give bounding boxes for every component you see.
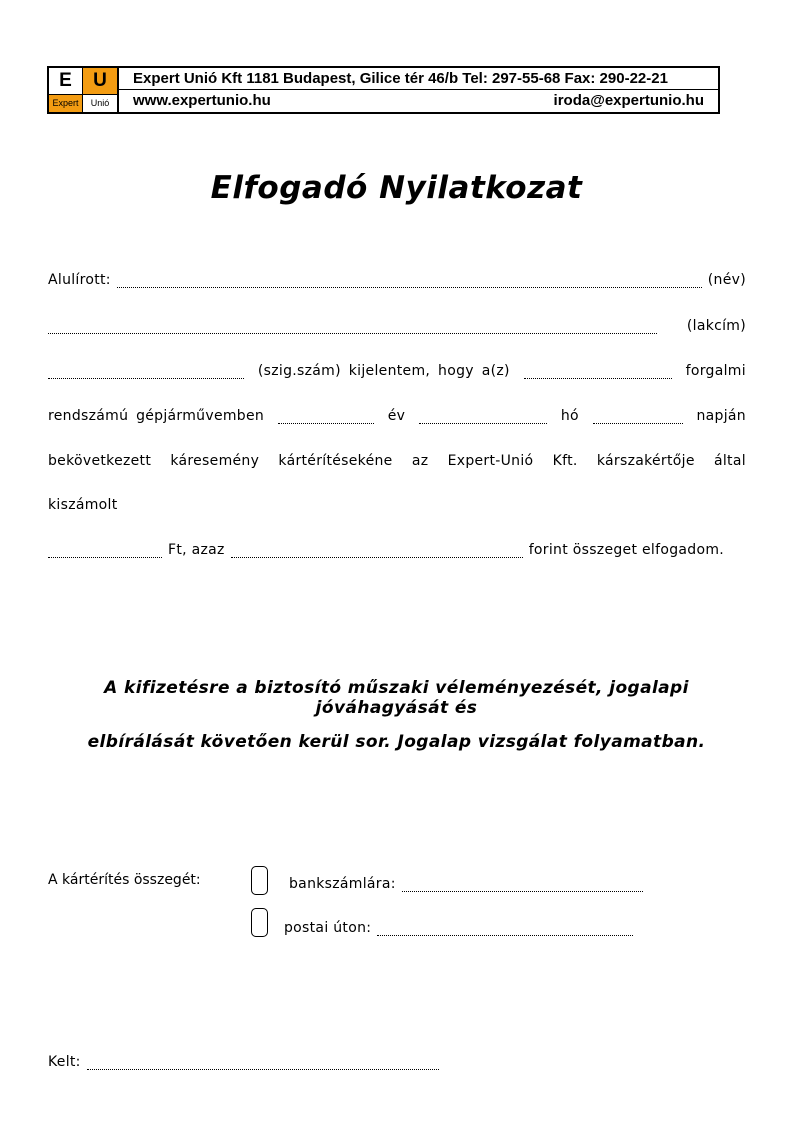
az-text: a(z) xyxy=(481,363,510,379)
company-website-link[interactable]: www.expertunio.hu xyxy=(133,92,271,109)
id-hint: (szig.szám) xyxy=(257,363,341,379)
forint-elfogadom-text: forint összeget elfogadom. xyxy=(528,542,725,558)
bank-transfer-checkbox[interactable] xyxy=(251,866,268,895)
company-logo xyxy=(49,68,119,112)
statement-word: káresemény xyxy=(170,453,260,469)
ev-text: év xyxy=(387,408,406,424)
address-hint: (lakcím) xyxy=(686,318,746,334)
statement-word: kárszakértője xyxy=(596,453,695,469)
ho-text: hó xyxy=(560,408,579,424)
statement-word: által xyxy=(713,453,746,469)
day-field[interactable] xyxy=(593,409,683,424)
napjan-text: napján xyxy=(696,408,746,424)
plate-field[interactable] xyxy=(524,364,672,379)
name-field[interactable] xyxy=(117,273,702,288)
logo-text-expert: Expert xyxy=(49,94,83,112)
bank-label: bankszámlára: xyxy=(289,876,396,892)
payment-label: A kártérítés összegét: xyxy=(48,872,201,888)
address-row xyxy=(48,312,746,334)
logo-letter-u: U xyxy=(83,68,117,94)
logo-letter-e: E xyxy=(49,68,83,94)
kelt-label: Kelt: xyxy=(48,1054,81,1070)
id-number-field[interactable] xyxy=(48,364,244,379)
name-row xyxy=(48,266,746,288)
bank-row xyxy=(289,870,649,892)
notice-line-1: A kifizetésre a biztosító műszaki véleményezését, jogalapi jóváhagyását és xyxy=(104,678,689,718)
date-row xyxy=(48,402,746,424)
statement-word: bekövetkezett xyxy=(48,453,152,469)
kijelentem-text: kijelentem, xyxy=(348,363,431,379)
statement-word: Kft. xyxy=(552,453,578,469)
amount-number-field[interactable] xyxy=(48,543,162,558)
statement-row xyxy=(48,447,746,469)
kelt-field[interactable] xyxy=(87,1055,439,1070)
logo-text-unio: Unió xyxy=(83,94,117,112)
company-email-link[interactable]: iroda@expertunio.hu xyxy=(553,92,704,109)
name-hint: (név) xyxy=(707,272,746,288)
letterhead xyxy=(47,66,720,114)
postal-row xyxy=(284,914,644,936)
gepjarmuvemben-text: gépjárművemben xyxy=(136,408,265,424)
company-address-line: Expert Unió Kft 1181 Budapest, Gilice tér 46/b Tel: 297-55-68 Fax: 290-22-21 xyxy=(119,68,718,90)
rendszamu-text: rendszámú xyxy=(48,408,129,424)
postal-address-field[interactable] xyxy=(377,921,633,936)
month-field[interactable] xyxy=(419,409,547,424)
notice-line-2: elbírálását követően kerül sor. Jogalap vizsgálat folyamatban. xyxy=(87,732,706,752)
id-row xyxy=(48,357,746,379)
amount-words-field[interactable] xyxy=(231,543,523,558)
kiszamolt-text: kiszámolt xyxy=(48,497,118,513)
year-field[interactable] xyxy=(278,409,374,424)
kelt-row xyxy=(48,1048,468,1070)
forgalmi-text: forgalmi xyxy=(685,363,746,379)
postal-checkbox[interactable] xyxy=(251,908,268,937)
postal-label: postai úton: xyxy=(284,920,372,936)
amount-row xyxy=(48,536,746,558)
hogy-text: hogy xyxy=(438,363,474,379)
alulirott-label: Alulírott: xyxy=(48,272,111,288)
statement-word: kártérítésekéne xyxy=(278,453,393,469)
statement-word: Expert-Unió xyxy=(447,453,534,469)
statement-word: az xyxy=(411,453,429,469)
ft-azaz-text: Ft, azaz xyxy=(168,542,225,558)
kiszamolt-row xyxy=(48,491,746,513)
company-contact-line xyxy=(119,90,718,112)
bank-account-field[interactable] xyxy=(402,877,643,892)
document-title: Elfogadó Nyilatkozat xyxy=(210,170,583,206)
address-field[interactable] xyxy=(48,319,657,334)
